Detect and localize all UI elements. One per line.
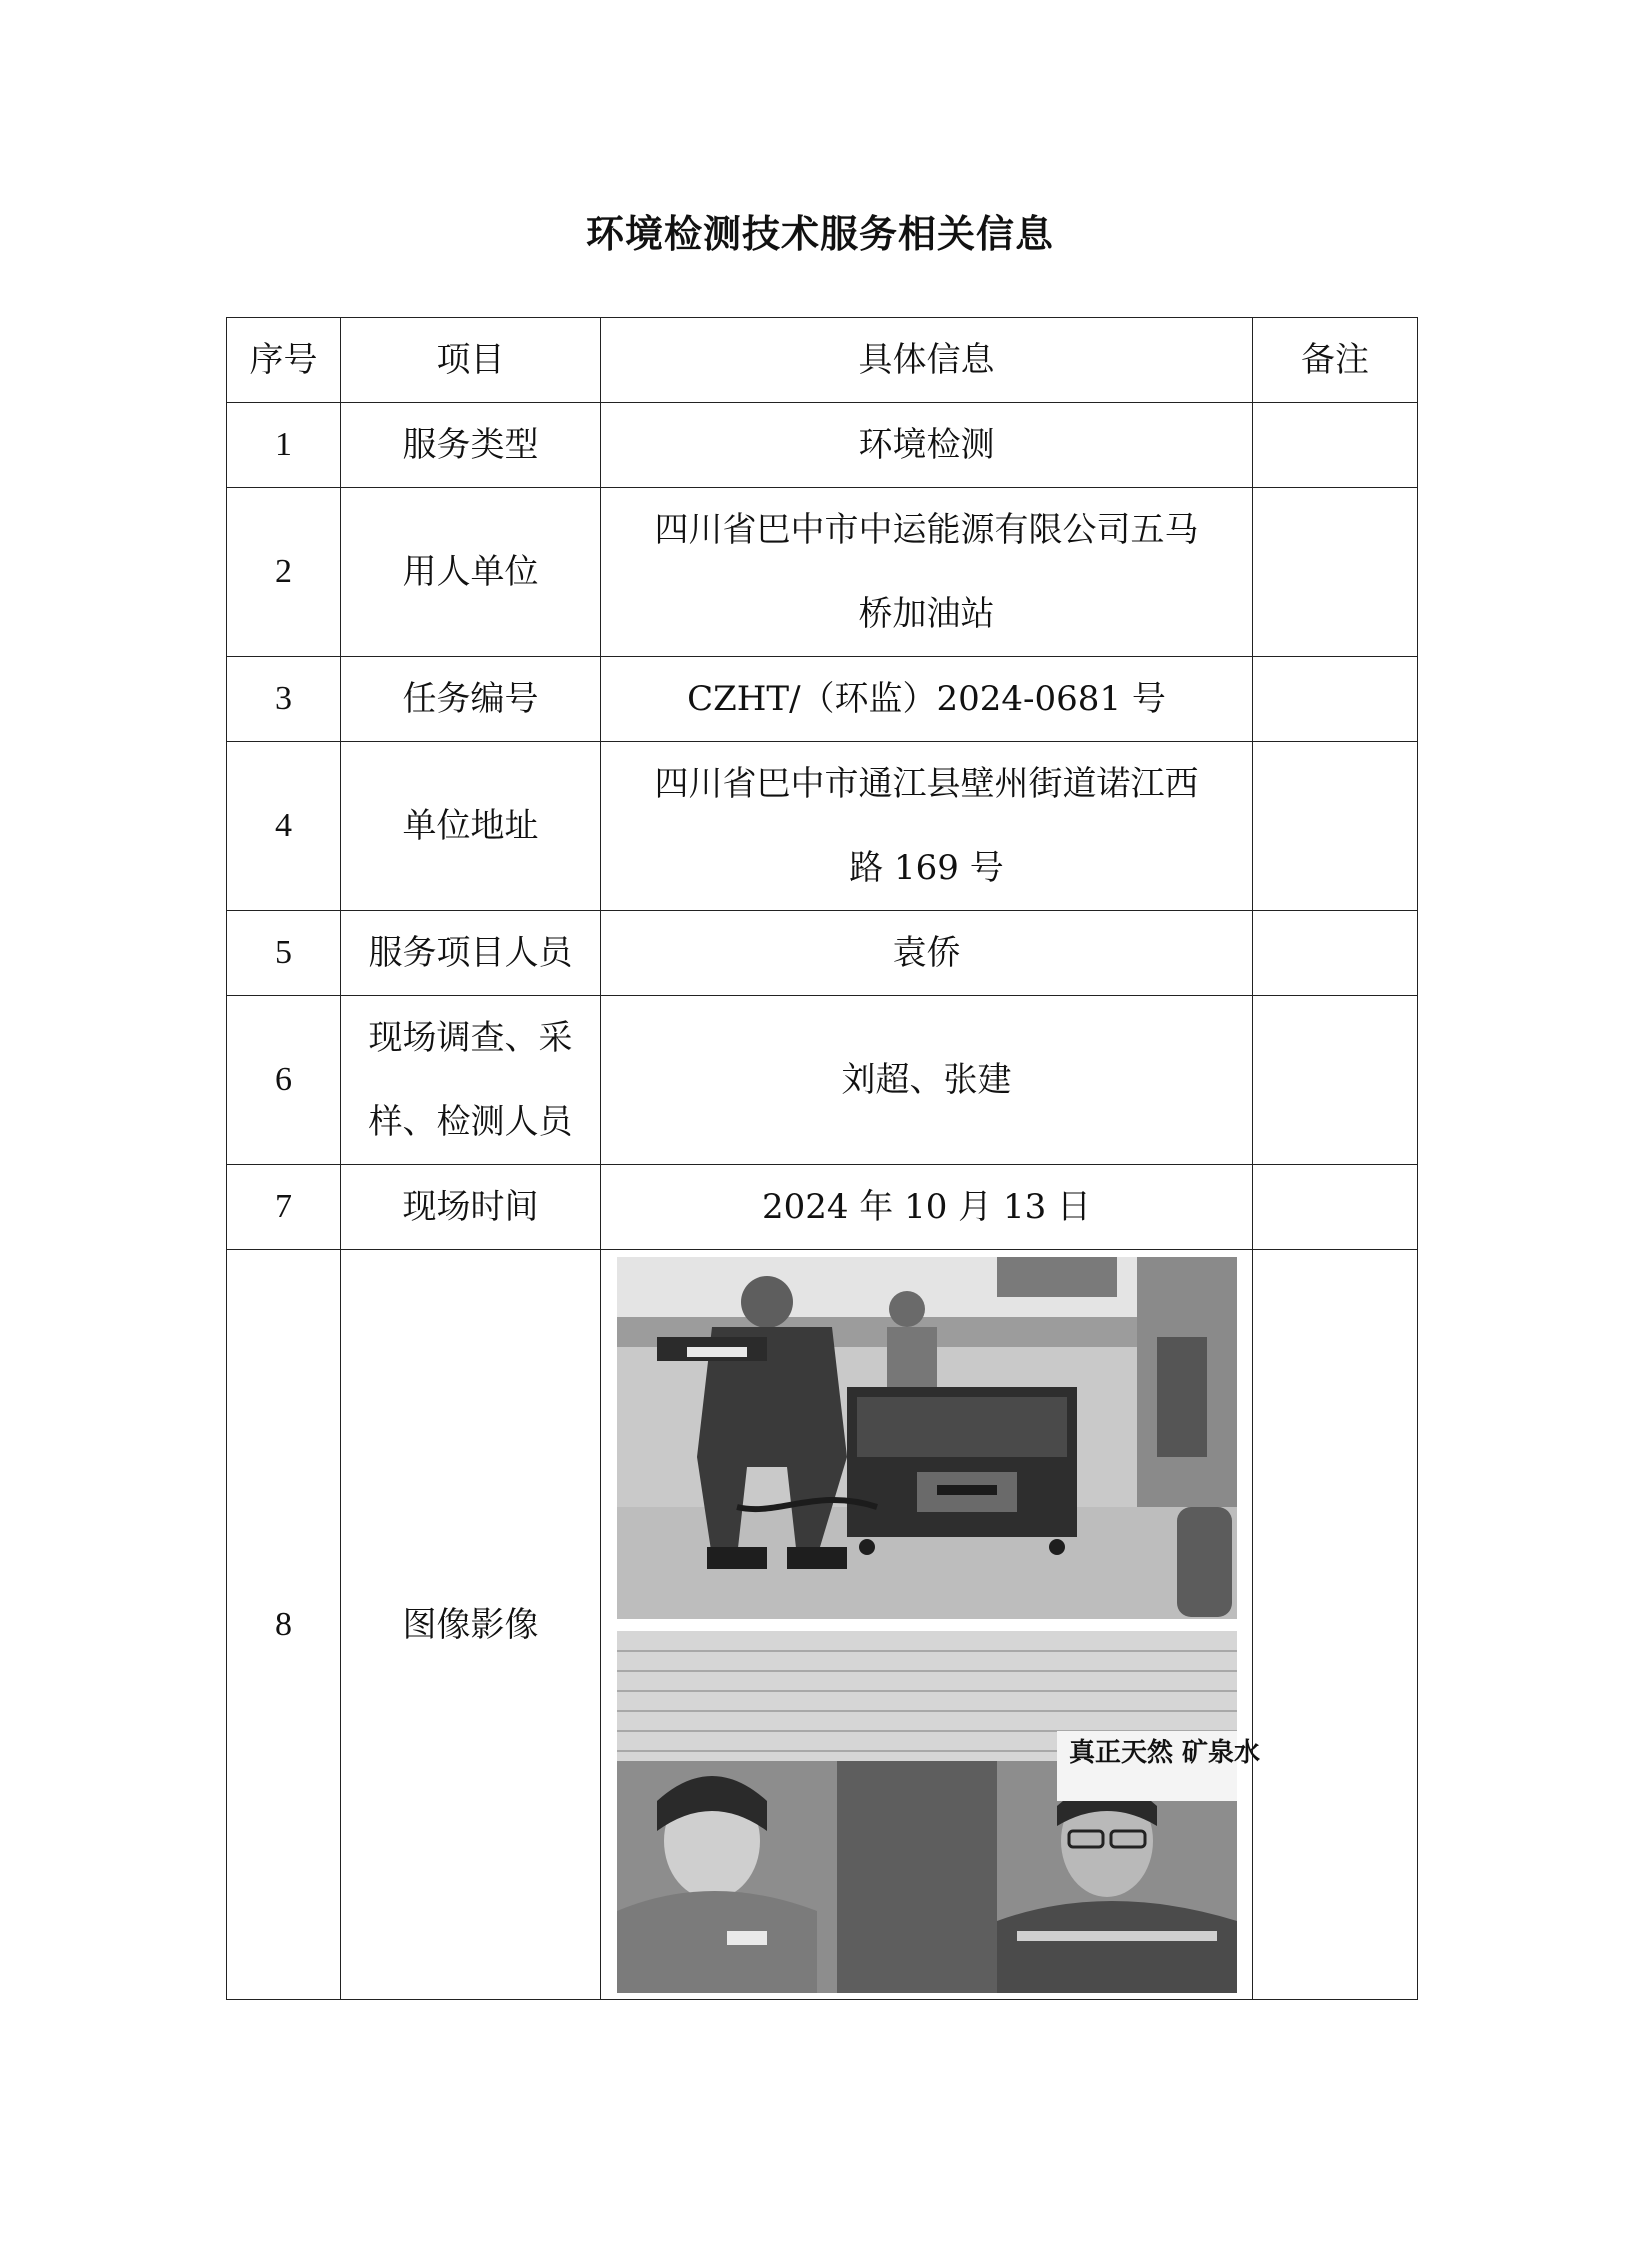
staff-photo-graphic bbox=[617, 1631, 1260, 1993]
site-photo-sampling bbox=[617, 1257, 1237, 1619]
row-note bbox=[1253, 488, 1418, 657]
site-photo-staff bbox=[617, 1631, 1260, 1993]
table-row bbox=[227, 911, 1418, 996]
table-row bbox=[227, 403, 1418, 488]
row-item: 任务编号 bbox=[341, 657, 601, 742]
row-item: 服务类型 bbox=[341, 403, 601, 488]
document-title: 环境检测技术服务相关信息 bbox=[585, 211, 1054, 256]
row-info: 环境检测 bbox=[601, 403, 1253, 488]
row-info: 袁侨 bbox=[601, 911, 1253, 996]
row-item: 单位地址 bbox=[341, 742, 601, 911]
row-item: 图像影像 bbox=[341, 1250, 601, 2000]
row-info bbox=[601, 742, 1253, 911]
row-no: 2 bbox=[227, 488, 341, 657]
row-info bbox=[601, 488, 1253, 657]
info-line: 路 169 号 bbox=[849, 848, 1004, 888]
row-note bbox=[1253, 742, 1418, 911]
row-no: 1 bbox=[227, 403, 341, 488]
sampling-photo-graphic bbox=[617, 1257, 1237, 1619]
info-table bbox=[226, 317, 1418, 2000]
row-item: 用人单位 bbox=[341, 488, 601, 657]
row-no: 3 bbox=[227, 657, 341, 742]
header-no: 序号 bbox=[227, 318, 341, 403]
row-info-images bbox=[601, 1250, 1260, 2000]
row-info: CZHT/（环监）2024-0681 号 bbox=[601, 657, 1253, 742]
row-no: 4 bbox=[227, 742, 341, 911]
row-item: 现场时间 bbox=[341, 1165, 601, 1250]
table-header-row bbox=[227, 318, 1418, 403]
row-item: 服务项目人员 bbox=[341, 911, 601, 996]
row-no: 8 bbox=[227, 1250, 341, 2000]
row-info: 刘超、张建 bbox=[601, 996, 1253, 1165]
row-note bbox=[1253, 657, 1418, 742]
table-row bbox=[227, 1165, 1418, 1250]
row-item bbox=[341, 996, 601, 1165]
row-note bbox=[1253, 403, 1418, 488]
row-no: 7 bbox=[227, 1165, 341, 1250]
info-line: 四川省巴中市通江县壁州街道诺江西 bbox=[654, 764, 1199, 804]
header-info: 具体信息 bbox=[601, 318, 1253, 403]
item-line: 现场调查、采 bbox=[368, 1018, 573, 1058]
table-row bbox=[227, 488, 1418, 657]
header-item: 项目 bbox=[341, 318, 601, 403]
photo-sign-text: 真正天然 矿泉水 bbox=[1068, 1737, 1260, 1768]
row-no: 5 bbox=[227, 911, 341, 996]
table-row bbox=[227, 742, 1418, 911]
row-no: 6 bbox=[227, 996, 341, 1165]
header-note: 备注 bbox=[1253, 318, 1418, 403]
table-row bbox=[227, 1250, 1418, 2000]
row-note bbox=[1253, 911, 1418, 996]
table-row bbox=[227, 657, 1418, 742]
info-line: 桥加油站 bbox=[858, 594, 995, 634]
row-info: 2024 年 10 月 13 日 bbox=[601, 1165, 1253, 1250]
table-row bbox=[227, 996, 1418, 1165]
info-line: 四川省巴中市中运能源有限公司五马 bbox=[654, 510, 1199, 550]
row-note bbox=[1253, 1165, 1418, 1250]
item-line: 样、检测人员 bbox=[368, 1102, 573, 1142]
row-note bbox=[1253, 1250, 1418, 2000]
row-note bbox=[1253, 996, 1418, 1165]
